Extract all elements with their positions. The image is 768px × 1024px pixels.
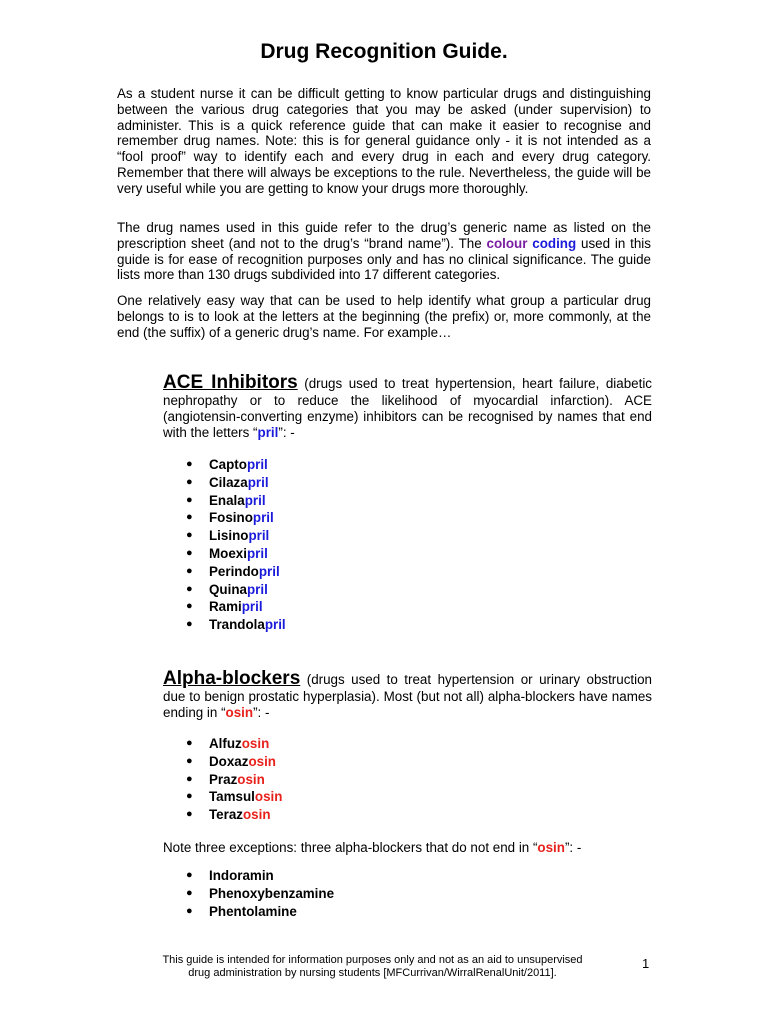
- drug-suffix: osin: [237, 771, 265, 787]
- list-item: [163, 492, 652, 510]
- drug-stem: Quina: [209, 581, 247, 597]
- coding-word: coding: [532, 235, 577, 251]
- list-item: [163, 527, 652, 545]
- drug-stem: Perindo: [209, 563, 259, 579]
- drug-suffix: pril: [247, 474, 269, 490]
- bullet-icon: ●: [186, 458, 193, 470]
- list-item: [163, 545, 652, 563]
- drug-stem: Cilaza: [209, 474, 248, 490]
- drug-suffix: pril: [246, 545, 268, 561]
- drug-suffix: pril: [264, 617, 286, 633]
- drug-stem: Rami: [209, 599, 242, 615]
- list-item: [163, 563, 652, 581]
- page-number: 1: [642, 956, 650, 971]
- bullet-icon: ●: [186, 772, 193, 785]
- bullet-icon: ●: [186, 600, 193, 613]
- alpha-blockers-section: [163, 669, 652, 824]
- ace-desc-text: (drugs used to treat hypertension, heart failure, diabetic nephropathy or to reduce the likelihood of myocardial infarction). ACE (angiotensin-converting enzyme) inhibitors can be recognised by names that end with the letters “: [163, 376, 652, 440]
- page-title: Drug Recognition Guide.: [260, 40, 508, 63]
- bullet-icon: ●: [186, 564, 193, 577]
- list-item: [163, 581, 652, 599]
- exceptions-note: [163, 840, 581, 855]
- alpha-drug-list: [163, 735, 652, 824]
- bullet-icon: ●: [186, 737, 193, 749]
- bullet-icon: ●: [186, 546, 193, 559]
- drug-stem: Doxaz: [209, 753, 249, 769]
- list-item: [163, 735, 652, 753]
- bullet-icon: ●: [186, 808, 193, 821]
- footer-disclaimer: [125, 954, 620, 980]
- drug-stem: Teraz: [209, 807, 243, 823]
- bullet-icon: ●: [186, 582, 193, 595]
- bullet-icon: ●: [186, 529, 193, 542]
- note-text: Note three exceptions: three alpha-blockers that do not end in “: [163, 840, 538, 855]
- drug-suffix: pril: [246, 457, 268, 472]
- drug-stem: Capto: [209, 457, 247, 472]
- drug-suffix: pril: [252, 510, 274, 526]
- list-item: [163, 903, 463, 921]
- drug-name: Phenoxybenzamine: [209, 885, 335, 901]
- drug-stem: Tamsul: [209, 789, 255, 805]
- bullet-icon: ●: [186, 511, 193, 524]
- bullet-icon: ●: [186, 904, 193, 917]
- bullet-icon: ●: [186, 790, 193, 803]
- bullet-icon: ●: [186, 493, 193, 506]
- intro-paragraph-1: As a student nurse it can be difficult getting to know particular drugs and distinguishing between the various drug categories that you may be asked (under supervision) to administer. This is a quick reference guide that can make it easier to recognise and remember drug names. Note: this is for general guidance only - it is not intended as a “fool proof” way to identify each and every drug in each and every drug category. Remember that there will always be exceptions to the rule. Nevertheless, the guide will be very useful while you are getting to know your drugs more thoroughly.: [117, 86, 651, 196]
- ace-suffix: pril: [257, 425, 279, 440]
- drug-stem: Trandola: [209, 617, 265, 633]
- colour-word: colour: [486, 235, 528, 251]
- bullet-icon: ●: [186, 618, 193, 631]
- ace-heading: ACE Inhibitors: [163, 372, 298, 393]
- ace-inhibitors-section: [163, 373, 652, 634]
- list-item: [163, 509, 652, 527]
- alpha-suffix: osin: [225, 705, 254, 720]
- list-item: [163, 753, 652, 771]
- note-suffix: osin: [537, 840, 565, 855]
- list-item: [163, 598, 652, 616]
- drug-suffix: pril: [258, 563, 280, 579]
- ace-desc-end: ”: -: [278, 425, 295, 440]
- drug-name: Indoramin: [209, 868, 274, 883]
- drug-suffix: pril: [244, 492, 266, 508]
- drug-stem: Lisino: [209, 528, 249, 544]
- footer-line-1: This guide is intended for information purposes only and not as an aid to unsupervised: [162, 954, 583, 966]
- note-end: ”: -: [564, 840, 582, 855]
- drug-suffix: osin: [248, 753, 276, 769]
- drug-stem: Moexi: [209, 545, 247, 561]
- bullet-icon: ●: [186, 754, 193, 767]
- alpha-desc-text: (drugs used to treat hypertension or urinary obstruction due to benign prostatic hyperplasia). Most (but not all) alpha-blockers have names ending in “: [163, 672, 652, 720]
- list-item: [163, 616, 652, 634]
- ace-drug-list: [163, 456, 652, 634]
- list-item: [163, 474, 652, 492]
- drug-suffix: osin: [241, 736, 270, 751]
- bullet-icon: ●: [186, 475, 193, 488]
- ace-description: [163, 373, 652, 441]
- drug-stem: Enala: [209, 492, 245, 508]
- footer-line-2: drug administration by nursing students [MFCurrivan/WirralRenalUnit/2011].: [188, 967, 557, 979]
- alpha-description: [163, 669, 652, 721]
- drug-stem: Fosino: [209, 510, 253, 526]
- bullet-icon: ●: [186, 869, 193, 881]
- drug-suffix: pril: [241, 599, 263, 615]
- list-item: [163, 806, 652, 824]
- intro-paragraph-2: [117, 220, 651, 283]
- list-item: [163, 771, 652, 789]
- intro-p2-text-b: used in this guide is for ease of recognition purposes only and has no clinical significance. The guide lists more than 130 drugs subdivided into 17 different categories.: [117, 235, 651, 283]
- drug-suffix: pril: [248, 528, 270, 544]
- intro-p2-text-a: The drug names used in this guide refer to the drug’s generic name as listed on the prescription sheet (and not to the drug’s “brand name”). The: [117, 220, 651, 251]
- intro-paragraph-3: One relatively easy way that can be used to help identify what group a particular drug belongs to is to look at the letters at the beginning (the prefix) or, more commonly, at the end (the suffix) of a generic drug’s name. For example…: [117, 293, 651, 340]
- list-item: [163, 788, 652, 806]
- drug-suffix: pril: [246, 581, 268, 597]
- drug-suffix: osin: [254, 789, 283, 805]
- list-item: [163, 456, 652, 474]
- bullet-icon: ●: [186, 886, 193, 899]
- alpha-heading: Alpha-blockers: [163, 668, 301, 689]
- drug-name: Phentolamine: [209, 903, 297, 919]
- drug-suffix: osin: [243, 807, 271, 823]
- drug-stem: Alfuz: [209, 736, 242, 751]
- list-item: [163, 867, 463, 885]
- list-item: [163, 885, 463, 903]
- alpha-desc-end: ”: -: [253, 705, 270, 720]
- drug-stem: Praz: [209, 771, 238, 787]
- exceptions-list: [163, 867, 463, 920]
